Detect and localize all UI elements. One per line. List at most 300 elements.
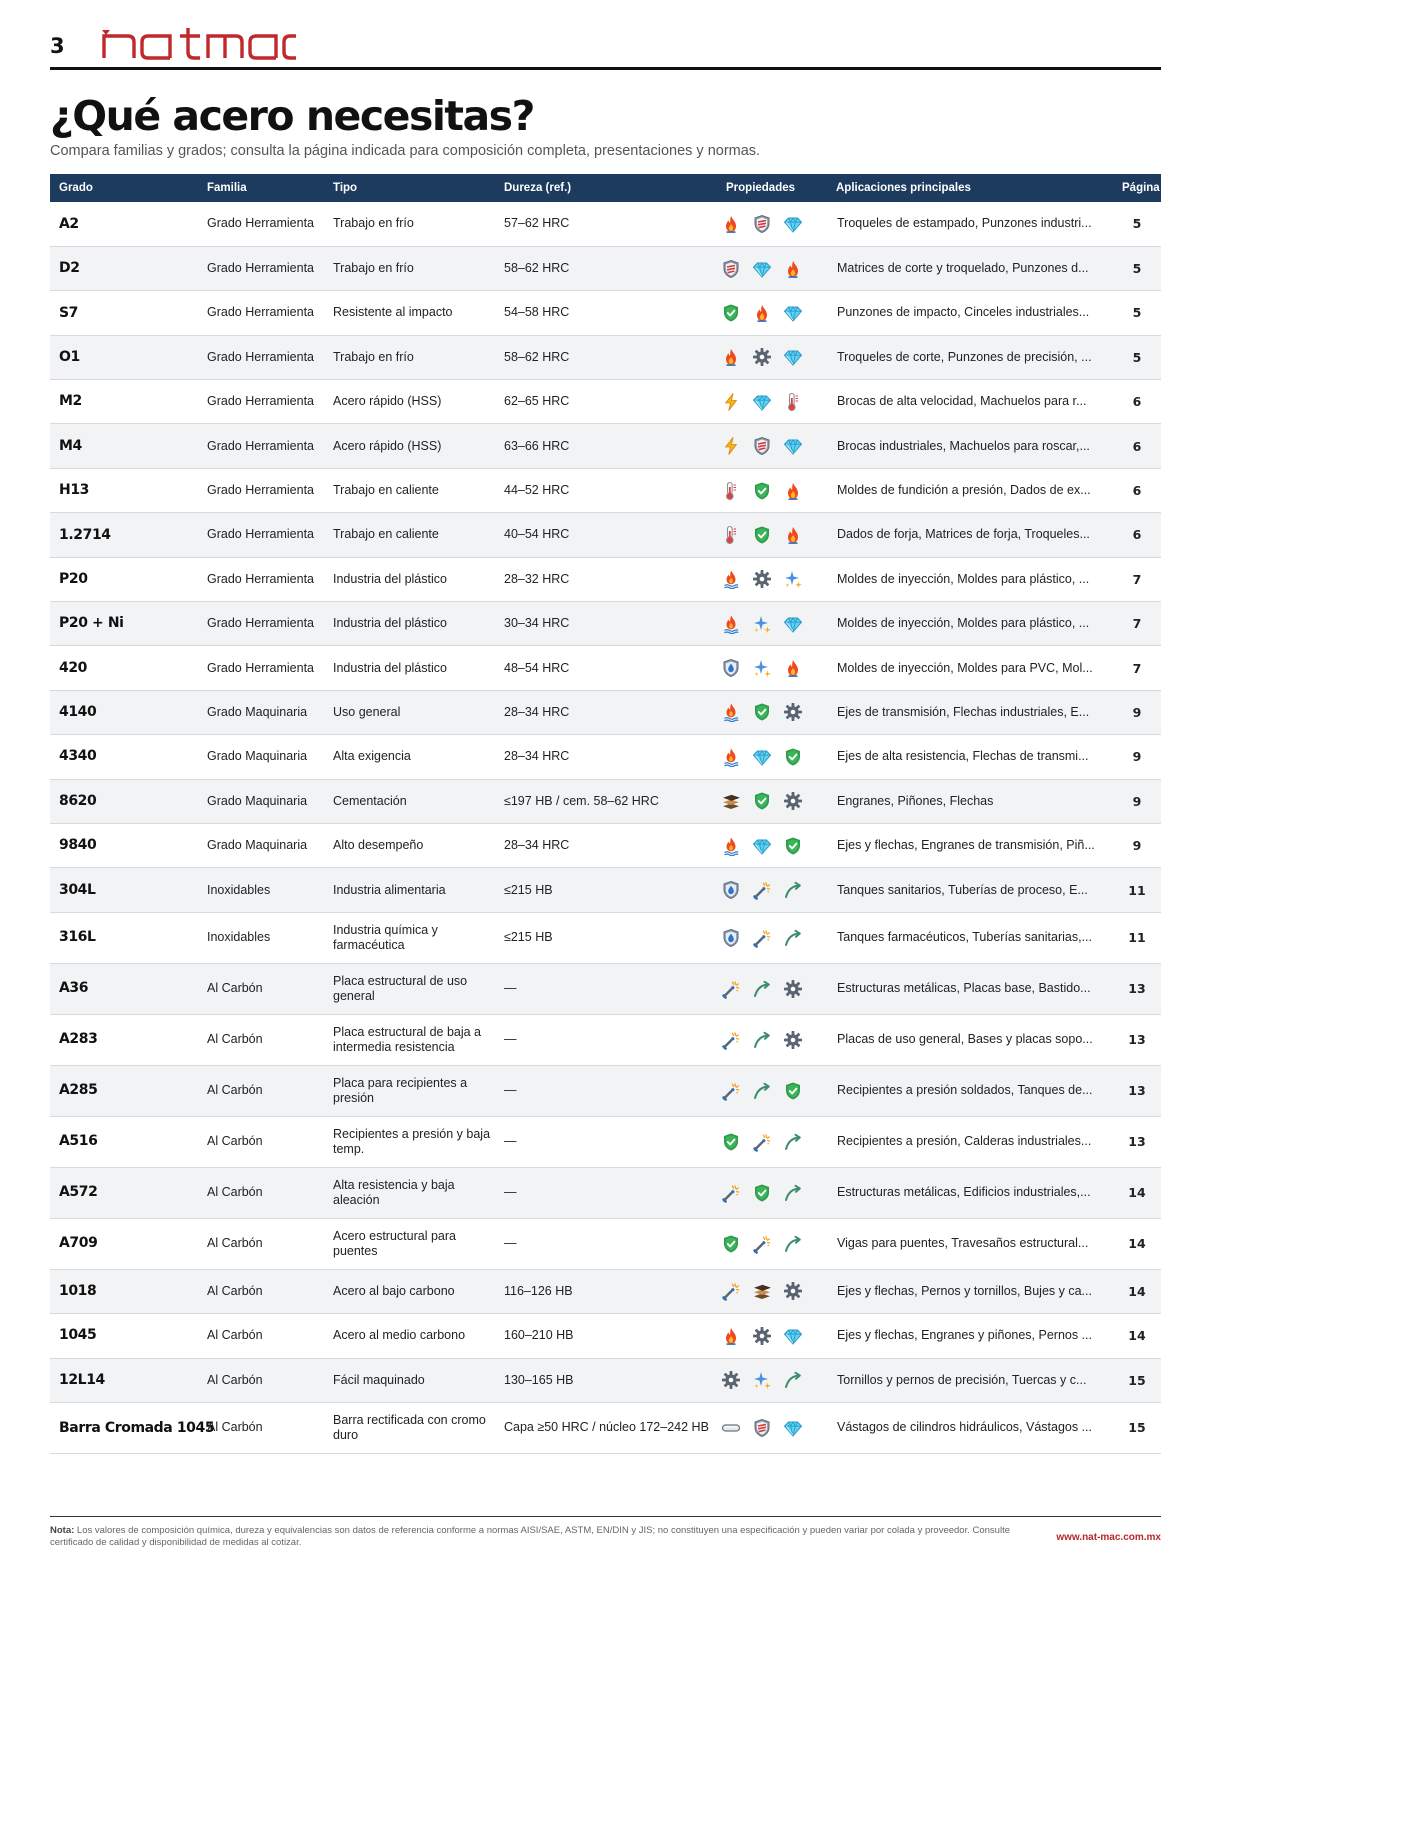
cell-pagina-link[interactable]: 5 bbox=[1113, 291, 1161, 335]
cell-pagina-link[interactable]: 6 bbox=[1113, 424, 1161, 468]
cell-dureza: — bbox=[495, 963, 717, 1014]
cell-pagina-link[interactable]: 13 bbox=[1113, 1014, 1161, 1065]
cell-aplicaciones: Moldes de inyección, Moldes para PVC, Mol... bbox=[827, 646, 1113, 690]
wear-shield-icon bbox=[752, 214, 772, 234]
cell-aplicaciones: Moldes de inyección, Moldes para plástico, ... bbox=[827, 602, 1113, 646]
welding-icon bbox=[752, 928, 772, 948]
property-icons bbox=[721, 836, 827, 856]
cell-tipo: Acero al medio carbono bbox=[324, 1314, 495, 1358]
fire-icon bbox=[721, 1326, 741, 1346]
cell-grado: A283 bbox=[50, 1014, 198, 1065]
table-row bbox=[50, 557, 1161, 601]
cell-grado: S7 bbox=[50, 291, 198, 335]
cell-familia: Inoxidables bbox=[198, 868, 324, 912]
cell-dureza: — bbox=[495, 1218, 717, 1269]
green-shield-icon bbox=[752, 525, 772, 545]
cell-pagina-link[interactable]: 5 bbox=[1113, 246, 1161, 290]
cell-propiedades bbox=[717, 1014, 827, 1065]
cell-grado: 8620 bbox=[50, 779, 198, 823]
table-row bbox=[50, 291, 1161, 335]
cell-pagina-link[interactable]: 6 bbox=[1113, 468, 1161, 512]
table-row bbox=[50, 468, 1161, 512]
cell-familia: Al Carbón bbox=[198, 963, 324, 1014]
table-row bbox=[50, 202, 1161, 246]
cell-tipo: Placa estructural de baja a intermedia resistencia bbox=[324, 1014, 495, 1065]
table-row bbox=[50, 1269, 1161, 1313]
cell-tipo: Trabajo en frío bbox=[324, 202, 495, 246]
cell-familia: Grado Herramienta bbox=[198, 602, 324, 646]
fire-icon bbox=[721, 347, 741, 367]
page-header bbox=[50, 24, 1161, 70]
cell-familia: Al Carbón bbox=[198, 1167, 324, 1218]
cell-grado: Barra Cromada 1045 bbox=[50, 1402, 198, 1453]
layers-icon bbox=[752, 1281, 772, 1301]
table-row bbox=[50, 335, 1161, 379]
cell-familia: Al Carbón bbox=[198, 1065, 324, 1116]
cell-dureza: 54–58 HRC bbox=[495, 291, 717, 335]
cell-propiedades bbox=[717, 291, 827, 335]
table-row bbox=[50, 646, 1161, 690]
thermometer-icon bbox=[721, 481, 741, 501]
gear-icon bbox=[752, 1326, 772, 1346]
bend-arrow-icon bbox=[752, 1081, 772, 1101]
diamond-icon bbox=[783, 436, 803, 456]
cell-familia: Grado Herramienta bbox=[198, 246, 324, 290]
sparkle-icon bbox=[783, 569, 803, 589]
fire-icon bbox=[783, 658, 803, 678]
table-row bbox=[50, 779, 1161, 823]
green-shield-icon bbox=[721, 1132, 741, 1152]
property-icons bbox=[721, 214, 827, 234]
cell-grado: A2 bbox=[50, 202, 198, 246]
cell-tipo: Cementación bbox=[324, 779, 495, 823]
cell-tipo: Acero rápido (HSS) bbox=[324, 380, 495, 424]
cell-grado: 1018 bbox=[50, 1269, 198, 1313]
note-text: Los valores de composición química, dureza y equivalencias son datos de referencia conforme a normas AISI/SAE, ASTM, EN/DIN y JIS; no constituyen una especificación y pueden variar por colada y proveedor. Consulte certificado de calidad y disponibilidad de medidas al cotizar. bbox=[50, 1525, 1010, 1549]
cell-propiedades bbox=[717, 823, 827, 867]
column-header-grado: Grado bbox=[50, 174, 198, 202]
cell-dureza: ≤197 HB / cem. 58–62 HRC bbox=[495, 779, 717, 823]
column-header-tipo: Tipo bbox=[324, 174, 495, 202]
cell-dureza: 63–66 HRC bbox=[495, 424, 717, 468]
welding-icon bbox=[721, 1183, 741, 1203]
cell-dureza: 57–62 HRC bbox=[495, 202, 717, 246]
cell-dureza: 160–210 HB bbox=[495, 1314, 717, 1358]
cell-pagina-link[interactable]: 15 bbox=[1113, 1358, 1161, 1402]
table-row bbox=[50, 1065, 1161, 1116]
fire-icon bbox=[721, 214, 741, 234]
property-icons bbox=[721, 1183, 827, 1203]
cell-pagina-link[interactable]: 7 bbox=[1113, 646, 1161, 690]
cell-grado: 1045 bbox=[50, 1314, 198, 1358]
bend-arrow-icon bbox=[783, 928, 803, 948]
cell-familia: Grado Maquinaria bbox=[198, 823, 324, 867]
green-shield-icon bbox=[752, 481, 772, 501]
cell-tipo: Industria química y farmacéutica bbox=[324, 912, 495, 963]
wear-shield-icon bbox=[752, 1418, 772, 1438]
property-icons bbox=[721, 747, 827, 767]
cell-pagina-link[interactable]: 6 bbox=[1113, 380, 1161, 424]
cell-familia: Al Carbón bbox=[198, 1269, 324, 1313]
welding-icon bbox=[721, 979, 741, 999]
cell-aplicaciones: Estructuras metálicas, Edificios industriales,... bbox=[827, 1167, 1113, 1218]
cell-grado: P20 bbox=[50, 557, 198, 601]
diamond-icon bbox=[752, 836, 772, 856]
cell-tipo: Alta exigencia bbox=[324, 735, 495, 779]
gear-icon bbox=[783, 979, 803, 999]
cell-aplicaciones: Recipientes a presión soldados, Tanques de... bbox=[827, 1065, 1113, 1116]
cell-pagina-link[interactable]: 14 bbox=[1113, 1218, 1161, 1269]
page-subtitle: Compara familias y grados; consulta la página indicada para composición completa, presentaciones y normas. bbox=[50, 143, 761, 159]
gear-icon bbox=[783, 791, 803, 811]
sparkle-icon bbox=[752, 614, 772, 634]
cell-propiedades bbox=[717, 1358, 827, 1402]
property-icons bbox=[721, 1234, 827, 1254]
cell-pagina-link[interactable]: 9 bbox=[1113, 823, 1161, 867]
property-icons bbox=[721, 979, 827, 999]
cell-propiedades bbox=[717, 646, 827, 690]
table-row bbox=[50, 868, 1161, 912]
diamond-icon bbox=[783, 1418, 803, 1438]
gear-icon bbox=[752, 347, 772, 367]
cell-propiedades bbox=[717, 1167, 827, 1218]
cell-tipo: Trabajo en caliente bbox=[324, 468, 495, 512]
cell-familia: Grado Herramienta bbox=[198, 646, 324, 690]
table-row bbox=[50, 735, 1161, 779]
cell-familia: Grado Herramienta bbox=[198, 202, 324, 246]
cell-grado: M2 bbox=[50, 380, 198, 424]
column-header-propiedades: Propiedades bbox=[717, 174, 827, 202]
cell-dureza: 28–34 HRC bbox=[495, 735, 717, 779]
cell-grado: 9840 bbox=[50, 823, 198, 867]
cell-tipo: Alta resistencia y baja aleación bbox=[324, 1167, 495, 1218]
cell-tipo: Industria del plástico bbox=[324, 602, 495, 646]
steel-comparison-table bbox=[50, 174, 1161, 1454]
cell-pagina-link[interactable]: 9 bbox=[1113, 690, 1161, 734]
cell-tipo: Resistente al impacto bbox=[324, 291, 495, 335]
heat-treat-icon bbox=[721, 614, 741, 634]
cell-propiedades bbox=[717, 1065, 827, 1116]
cell-propiedades bbox=[717, 424, 827, 468]
cell-tipo: Barra rectificada con cromo duro bbox=[324, 1402, 495, 1453]
table-row bbox=[50, 602, 1161, 646]
table-row bbox=[50, 1014, 1161, 1065]
cell-aplicaciones: Ejes de transmisión, Flechas industriales, E... bbox=[827, 690, 1113, 734]
chrome-bar-icon bbox=[721, 1418, 741, 1438]
fire-icon bbox=[783, 259, 803, 279]
cell-grado: 304L bbox=[50, 868, 198, 912]
cell-propiedades bbox=[717, 1218, 827, 1269]
bend-arrow-icon bbox=[752, 1030, 772, 1050]
cell-familia: Al Carbón bbox=[198, 1358, 324, 1402]
natmac-logo bbox=[100, 26, 300, 62]
cell-pagina-link[interactable]: 5 bbox=[1113, 335, 1161, 379]
property-icons bbox=[721, 928, 827, 948]
heat-treat-icon bbox=[721, 702, 741, 722]
cell-familia: Al Carbón bbox=[198, 1314, 324, 1358]
property-icons bbox=[721, 1030, 827, 1050]
cell-pagina-link[interactable]: 13 bbox=[1113, 1116, 1161, 1167]
cell-dureza: 48–54 HRC bbox=[495, 646, 717, 690]
cell-tipo: Industria alimentaria bbox=[324, 868, 495, 912]
diamond-icon bbox=[783, 347, 803, 367]
green-shield-icon bbox=[783, 1081, 803, 1101]
cell-familia: Al Carbón bbox=[198, 1014, 324, 1065]
cell-familia: Al Carbón bbox=[198, 1218, 324, 1269]
bend-arrow-icon bbox=[783, 1370, 803, 1390]
gear-icon bbox=[783, 1281, 803, 1301]
corrosion-shield-icon bbox=[721, 880, 741, 900]
cell-dureza: — bbox=[495, 1167, 717, 1218]
cell-propiedades bbox=[717, 380, 827, 424]
cell-pagina-link[interactable]: 13 bbox=[1113, 1065, 1161, 1116]
cell-dureza: ≤215 HB bbox=[495, 868, 717, 912]
property-icons bbox=[721, 1326, 827, 1346]
welding-icon bbox=[752, 1132, 772, 1152]
cell-aplicaciones: Troqueles de corte, Punzones de precisión, ... bbox=[827, 335, 1113, 379]
property-icons bbox=[721, 392, 827, 412]
cell-familia: Grado Herramienta bbox=[198, 424, 324, 468]
cell-dureza: 30–34 HRC bbox=[495, 602, 717, 646]
lightning-icon bbox=[721, 436, 741, 456]
layers-icon bbox=[721, 791, 741, 811]
gear-icon bbox=[721, 1370, 741, 1390]
heat-treat-icon bbox=[721, 569, 741, 589]
cell-familia: Grado Maquinaria bbox=[198, 690, 324, 734]
cell-grado: 420 bbox=[50, 646, 198, 690]
cell-familia: Grado Herramienta bbox=[198, 335, 324, 379]
table-row bbox=[50, 513, 1161, 557]
corrosion-shield-icon bbox=[721, 658, 741, 678]
bend-arrow-icon bbox=[783, 880, 803, 900]
page-footer bbox=[50, 1516, 1161, 1549]
cell-aplicaciones: Ejes y flechas, Engranes y piñones, Pernos ... bbox=[827, 1314, 1113, 1358]
cell-grado: A36 bbox=[50, 963, 198, 1014]
cell-familia: Inoxidables bbox=[198, 912, 324, 963]
table-row bbox=[50, 690, 1161, 734]
cell-familia: Al Carbón bbox=[198, 1116, 324, 1167]
cell-propiedades bbox=[717, 557, 827, 601]
cell-pagina-link[interactable]: 11 bbox=[1113, 868, 1161, 912]
cell-propiedades bbox=[717, 202, 827, 246]
table-row bbox=[50, 380, 1161, 424]
diamond-icon bbox=[752, 392, 772, 412]
cell-pagina-link[interactable]: 9 bbox=[1113, 779, 1161, 823]
page-title: ¿Qué acero necesitas? bbox=[50, 92, 534, 140]
page-number: 3 bbox=[50, 34, 65, 58]
cell-propiedades bbox=[717, 735, 827, 779]
thermometer-icon bbox=[721, 525, 741, 545]
cell-grado: H13 bbox=[50, 468, 198, 512]
cell-grado: 1.2714 bbox=[50, 513, 198, 557]
cell-dureza: 28–32 HRC bbox=[495, 557, 717, 601]
website-link[interactable]: www.nat-mac.com.mx bbox=[1056, 1532, 1161, 1543]
cell-dureza: 58–62 HRC bbox=[495, 335, 717, 379]
thermometer-icon bbox=[783, 392, 803, 412]
lightning-icon bbox=[721, 392, 741, 412]
property-icons bbox=[721, 569, 827, 589]
cell-aplicaciones: Moldes de inyección, Moldes para plástico, ... bbox=[827, 557, 1113, 601]
table-row bbox=[50, 912, 1161, 963]
green-shield-icon bbox=[783, 747, 803, 767]
cell-grado: A572 bbox=[50, 1167, 198, 1218]
property-icons bbox=[721, 525, 827, 545]
cell-tipo: Fácil maquinado bbox=[324, 1358, 495, 1402]
cell-tipo: Alto desempeño bbox=[324, 823, 495, 867]
cell-pagina-link[interactable]: 14 bbox=[1113, 1314, 1161, 1358]
cell-dureza: Capa ≥50 HRC / núcleo 172–242 HB bbox=[495, 1402, 717, 1453]
wear-shield-icon bbox=[752, 436, 772, 456]
diamond-icon bbox=[783, 214, 803, 234]
cell-pagina-link[interactable]: 9 bbox=[1113, 735, 1161, 779]
cell-dureza: 130–165 HB bbox=[495, 1358, 717, 1402]
table-row bbox=[50, 1358, 1161, 1402]
property-icons bbox=[721, 702, 827, 722]
table-row bbox=[50, 1402, 1161, 1453]
cell-tipo: Recipientes a presión y baja temp. bbox=[324, 1116, 495, 1167]
cell-dureza: 40–54 HRC bbox=[495, 513, 717, 557]
green-shield-icon bbox=[752, 791, 772, 811]
table-row bbox=[50, 1167, 1161, 1218]
cell-grado: M4 bbox=[50, 424, 198, 468]
cell-pagina-link[interactable]: 5 bbox=[1113, 202, 1161, 246]
welding-icon bbox=[752, 880, 772, 900]
cell-tipo: Trabajo en frío bbox=[324, 246, 495, 290]
green-shield-icon bbox=[721, 303, 741, 323]
diamond-icon bbox=[783, 1326, 803, 1346]
cell-pagina-link[interactable]: 15 bbox=[1113, 1402, 1161, 1453]
sparkle-icon bbox=[752, 1370, 772, 1390]
cell-dureza: ≤215 HB bbox=[495, 912, 717, 963]
cell-pagina-link[interactable]: 6 bbox=[1113, 513, 1161, 557]
cell-propiedades bbox=[717, 335, 827, 379]
green-shield-icon bbox=[721, 1234, 741, 1254]
cell-aplicaciones: Punzones de impacto, Cinceles industriales... bbox=[827, 291, 1113, 335]
column-header-dureza: Dureza (ref.) bbox=[495, 174, 717, 202]
column-header-familia: Familia bbox=[198, 174, 324, 202]
diamond-icon bbox=[752, 259, 772, 279]
cell-grado: D2 bbox=[50, 246, 198, 290]
cell-aplicaciones: Brocas de alta velocidad, Machuelos para r... bbox=[827, 380, 1113, 424]
gear-icon bbox=[783, 702, 803, 722]
cell-pagina-link[interactable]: 13 bbox=[1113, 963, 1161, 1014]
cell-tipo: Placa para recipientes a presión bbox=[324, 1065, 495, 1116]
cell-grado: A285 bbox=[50, 1065, 198, 1116]
column-header-aplicaciones: Aplicaciones principales bbox=[827, 174, 1113, 202]
property-icons bbox=[721, 481, 827, 501]
cell-propiedades bbox=[717, 1269, 827, 1313]
cell-familia: Grado Herramienta bbox=[198, 557, 324, 601]
table-row bbox=[50, 246, 1161, 290]
table-row bbox=[50, 1116, 1161, 1167]
cell-dureza: — bbox=[495, 1116, 717, 1167]
property-icons bbox=[721, 1281, 827, 1301]
cell-familia: Grado Herramienta bbox=[198, 291, 324, 335]
property-icons bbox=[721, 347, 827, 367]
cell-aplicaciones: Moldes de fundición a presión, Dados de ex... bbox=[827, 468, 1113, 512]
property-icons bbox=[721, 436, 827, 456]
fire-icon bbox=[752, 303, 772, 323]
cell-pagina-link[interactable]: 14 bbox=[1113, 1167, 1161, 1218]
property-icons bbox=[721, 259, 827, 279]
bend-arrow-icon bbox=[783, 1183, 803, 1203]
cell-grado: A516 bbox=[50, 1116, 198, 1167]
cell-pagina-link[interactable]: 11 bbox=[1113, 912, 1161, 963]
diamond-icon bbox=[783, 614, 803, 634]
property-icons bbox=[721, 658, 827, 678]
welding-icon bbox=[721, 1081, 741, 1101]
cell-propiedades bbox=[717, 246, 827, 290]
green-shield-icon bbox=[783, 836, 803, 856]
column-header-pagina: Página bbox=[1113, 174, 1161, 202]
cell-propiedades bbox=[717, 690, 827, 734]
cell-aplicaciones: Engranes, Piñones, Flechas bbox=[827, 779, 1113, 823]
gear-icon bbox=[783, 1030, 803, 1050]
cell-aplicaciones: Tanques sanitarios, Tuberías de proceso, E... bbox=[827, 868, 1113, 912]
cell-dureza: — bbox=[495, 1065, 717, 1116]
gear-icon bbox=[752, 569, 772, 589]
cell-dureza: 44–52 HRC bbox=[495, 468, 717, 512]
property-icons bbox=[721, 1081, 827, 1101]
property-icons bbox=[721, 614, 827, 634]
cell-pagina-link[interactable]: 14 bbox=[1113, 1269, 1161, 1313]
property-icons bbox=[721, 1418, 827, 1438]
cell-familia: Grado Herramienta bbox=[198, 468, 324, 512]
cell-tipo: Acero estructural para puentes bbox=[324, 1218, 495, 1269]
cell-grado: 4140 bbox=[50, 690, 198, 734]
cell-dureza: 116–126 HB bbox=[495, 1269, 717, 1313]
property-icons bbox=[721, 1132, 827, 1152]
cell-familia: Grado Herramienta bbox=[198, 513, 324, 557]
cell-propiedades bbox=[717, 868, 827, 912]
cell-propiedades bbox=[717, 963, 827, 1014]
cell-grado: A709 bbox=[50, 1218, 198, 1269]
bend-arrow-icon bbox=[783, 1132, 803, 1152]
cell-aplicaciones: Recipientes a presión, Calderas industriales... bbox=[827, 1116, 1113, 1167]
footer-note bbox=[50, 1525, 1025, 1550]
cell-aplicaciones: Brocas industriales, Machuelos para roscar,... bbox=[827, 424, 1113, 468]
fire-icon bbox=[783, 481, 803, 501]
green-shield-icon bbox=[752, 702, 772, 722]
cell-tipo: Uso general bbox=[324, 690, 495, 734]
table-row bbox=[50, 963, 1161, 1014]
cell-grado: 316L bbox=[50, 912, 198, 963]
cell-grado: O1 bbox=[50, 335, 198, 379]
cell-pagina-link[interactable]: 7 bbox=[1113, 602, 1161, 646]
cell-pagina-link[interactable]: 7 bbox=[1113, 557, 1161, 601]
heat-treat-icon bbox=[721, 747, 741, 767]
cell-aplicaciones: Troqueles de estampado, Punzones industri... bbox=[827, 202, 1113, 246]
corrosion-shield-icon bbox=[721, 928, 741, 948]
cell-propiedades bbox=[717, 1402, 827, 1453]
cell-tipo: Placa estructural de uso general bbox=[324, 963, 495, 1014]
cell-tipo: Industria del plástico bbox=[324, 557, 495, 601]
fire-icon bbox=[783, 525, 803, 545]
cell-aplicaciones: Ejes y flechas, Pernos y tornillos, Bujes y ca... bbox=[827, 1269, 1113, 1313]
table-header-row bbox=[50, 174, 1161, 202]
cell-tipo: Trabajo en frío bbox=[324, 335, 495, 379]
diamond-icon bbox=[783, 303, 803, 323]
sparkle-icon bbox=[752, 658, 772, 678]
welding-icon bbox=[721, 1030, 741, 1050]
cell-aplicaciones: Tornillos y pernos de precisión, Tuercas y c... bbox=[827, 1358, 1113, 1402]
wear-shield-icon bbox=[721, 259, 741, 279]
cell-tipo: Industria del plástico bbox=[324, 646, 495, 690]
cell-grado: P20 + Ni bbox=[50, 602, 198, 646]
cell-familia: Grado Maquinaria bbox=[198, 735, 324, 779]
table-row bbox=[50, 1314, 1161, 1358]
cell-grado: 4340 bbox=[50, 735, 198, 779]
